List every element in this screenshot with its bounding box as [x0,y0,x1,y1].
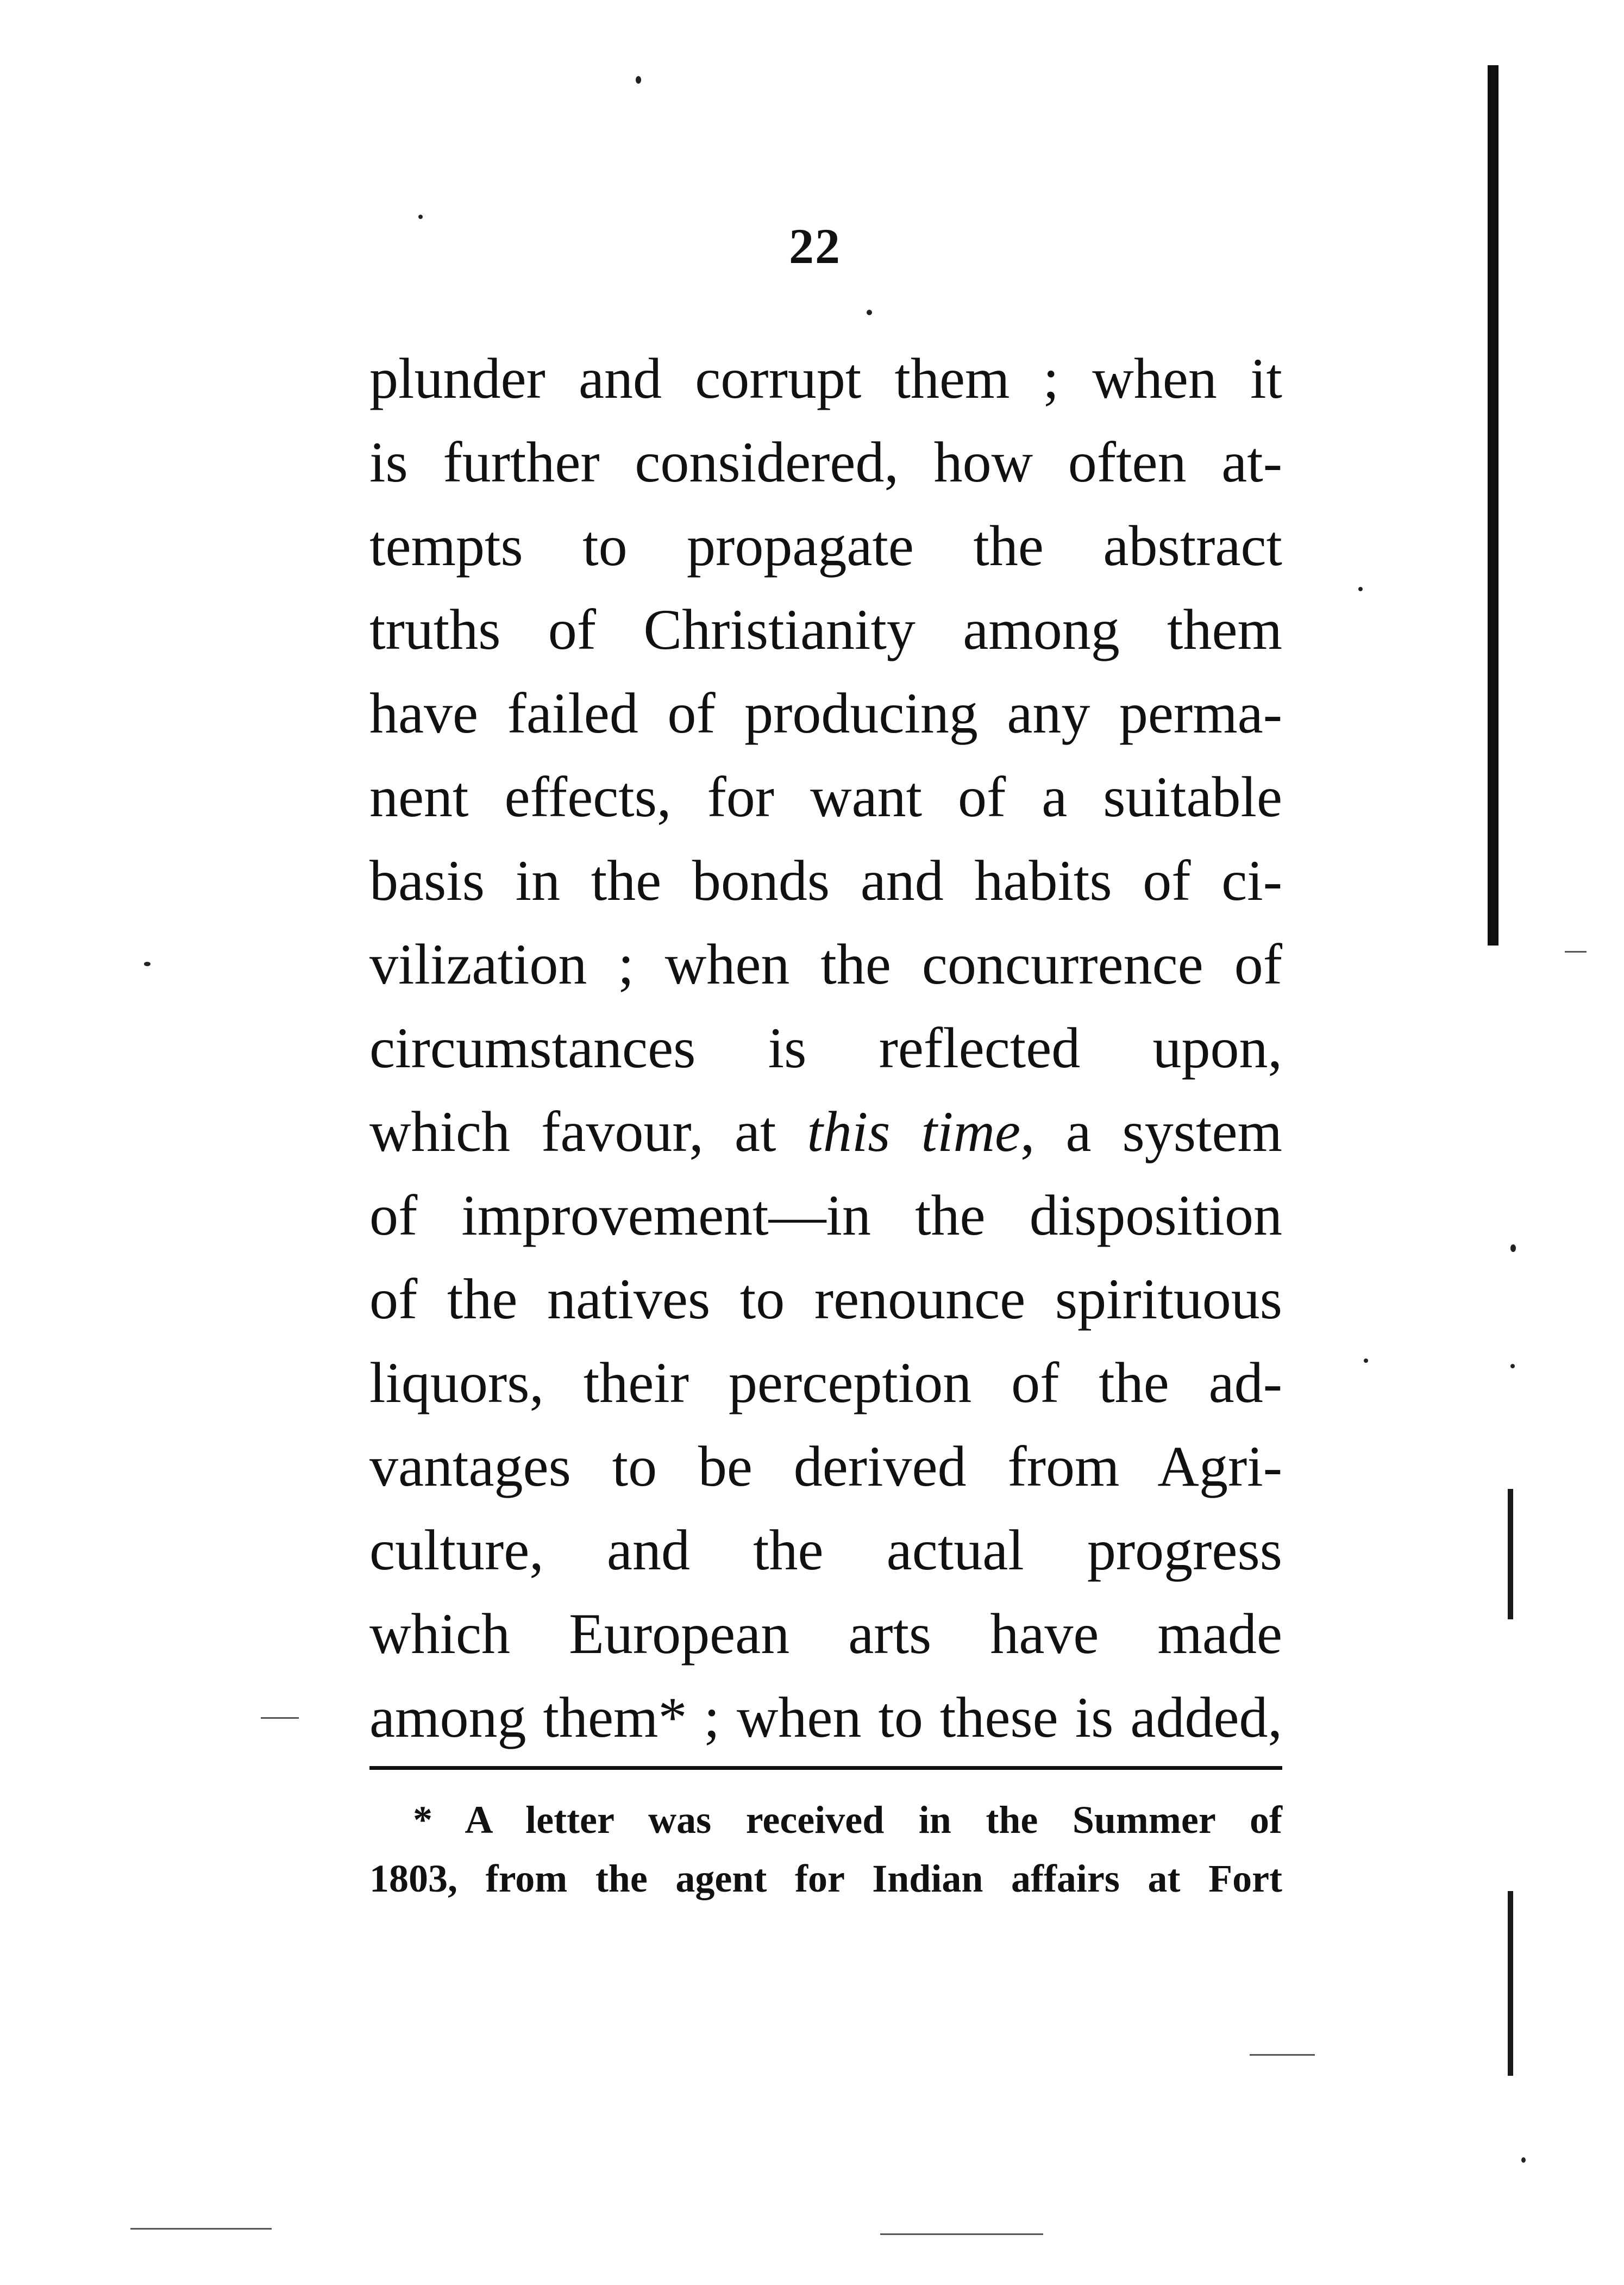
body-line: of improvement—in the disposition [369,1184,1282,1247]
body-line-part: , a system [1020,1100,1283,1163]
body-line-part: which favour, at [369,1100,807,1163]
footnote-line: * A letter was received in the Summer of [413,1798,1282,1842]
body-line: culture, and the actual progress [369,1518,1282,1582]
scan-mark [130,2228,272,2230]
body-line: nent effects, for want of a suitable [369,765,1282,829]
body-line-with-italic [369,1090,1282,1174]
footnote [369,1791,1282,1908]
body-line: tempts to propagate the abstract [369,514,1282,578]
body-line: basis in the bonds and habits of ci- [369,849,1282,912]
italic-emphasis: this time [807,1100,1021,1163]
body-line: vilization ; when the concurrence of [369,932,1282,996]
page-number: 22 [789,218,841,274]
footnote-line: 1803, from the agent for Indian affairs at Fort [369,1857,1282,1900]
body-line: have failed of producing any perma- [369,681,1282,745]
binding-edge-shadow-lower [1508,1489,1513,1619]
body-line: is further considered, how often at- [369,430,1282,494]
binding-edge-shadow [1488,65,1498,946]
body-text [369,337,1282,1760]
body-line: which European arts have made [369,1602,1282,1666]
body-line: vantages to be derived from Agri- [369,1435,1282,1498]
binding-edge-shadow-bottom [1508,1891,1513,2076]
scan-mark [261,1717,299,1719]
footnote-rule [369,1766,1282,1770]
scan-mark [880,2233,1043,2235]
scan-mark [1250,2054,1315,2056]
body-line: circumstances is reflected upon, [369,1016,1282,1080]
body-line: plunder and corrupt them ; when it [369,347,1282,410]
body-line: of the natives to renounce spirituous [369,1267,1282,1331]
body-line: truths of Christianity among them [369,598,1282,661]
body-line: among them* ; when to these is added, [369,1686,1282,1749]
scan-mark [1565,951,1587,953]
body-line: liquors, their perception of the ad- [369,1351,1282,1414]
